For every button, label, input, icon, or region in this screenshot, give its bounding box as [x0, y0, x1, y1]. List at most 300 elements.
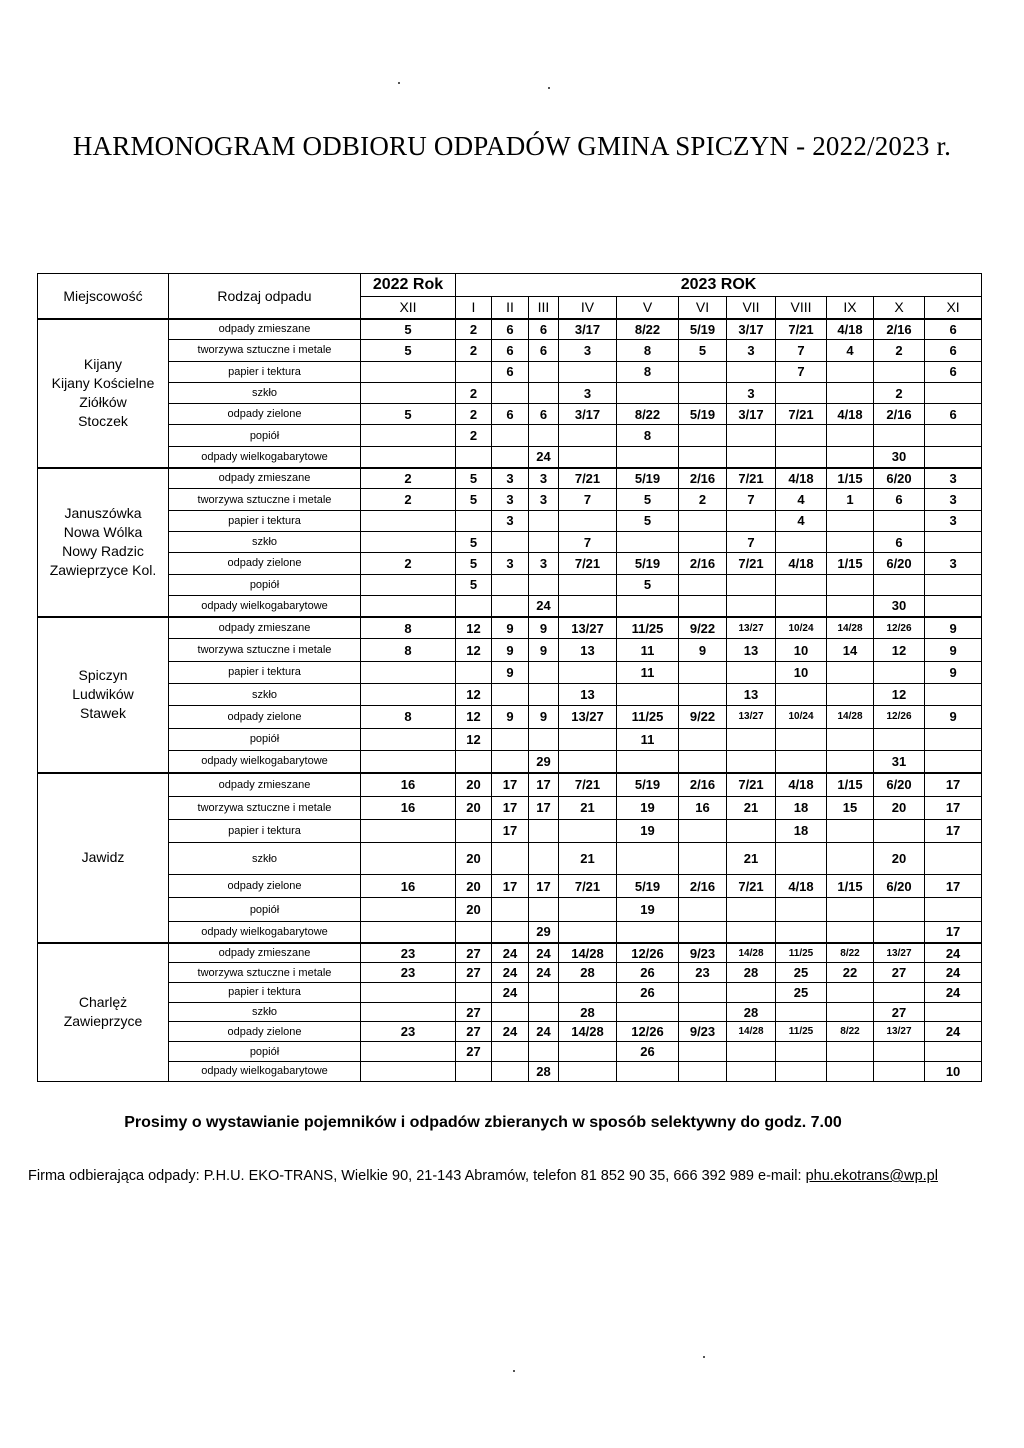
date-cell: 7 — [727, 489, 776, 510]
date-cell: 8 — [361, 706, 456, 728]
date-cell: 6/20 — [874, 875, 925, 898]
date-cell: 3/17 — [559, 319, 617, 340]
date-cell — [492, 1042, 529, 1062]
date-cell: 13 — [727, 639, 776, 661]
date-cell: 4/18 — [776, 468, 827, 489]
date-cell: 17 — [925, 921, 982, 943]
waste-type-cell: papier i tektura — [169, 983, 361, 1003]
date-cell: 9 — [529, 639, 559, 661]
date-cell — [529, 728, 559, 750]
date-cell — [529, 661, 559, 683]
date-cell — [617, 382, 679, 403]
date-cell — [559, 728, 617, 750]
date-cell — [776, 425, 827, 446]
date-cell — [559, 446, 617, 467]
waste-type-cell: odpady zielone — [169, 404, 361, 425]
date-cell — [559, 661, 617, 683]
waste-type-cell: szkło — [169, 684, 361, 706]
date-cell: 12 — [874, 639, 925, 661]
date-cell — [925, 1042, 982, 1062]
date-cell: 21 — [559, 796, 617, 819]
date-cell: 21 — [727, 843, 776, 875]
date-cell — [925, 574, 982, 595]
table-row — [38, 617, 982, 639]
month-header: XI — [925, 297, 982, 319]
date-cell: 21 — [559, 843, 617, 875]
date-cell — [559, 361, 617, 382]
date-cell: 17 — [492, 773, 529, 796]
date-cell — [529, 843, 559, 875]
date-cell — [617, 1061, 679, 1081]
waste-type-cell: popiół — [169, 728, 361, 750]
date-cell — [679, 728, 727, 750]
month-header: X — [874, 297, 925, 319]
date-cell: 6 — [925, 340, 982, 361]
date-cell — [559, 1042, 617, 1062]
date-cell: 8 — [617, 361, 679, 382]
date-cell — [827, 898, 874, 921]
waste-type-cell: papier i tektura — [169, 361, 361, 382]
date-cell — [776, 728, 827, 750]
date-cell: 27 — [874, 963, 925, 983]
date-cell — [727, 510, 776, 531]
month-header: VIII — [776, 297, 827, 319]
date-cell: 20 — [456, 898, 492, 921]
date-cell: 13/27 — [874, 1022, 925, 1042]
date-cell — [361, 843, 456, 875]
date-cell: 4 — [776, 489, 827, 510]
schedule-table — [37, 273, 982, 1082]
date-cell — [559, 595, 617, 616]
date-cell: 5/19 — [679, 319, 727, 340]
date-cell: 9 — [492, 617, 529, 639]
date-cell: 28 — [559, 1002, 617, 1022]
date-cell — [492, 898, 529, 921]
date-cell — [492, 574, 529, 595]
company-text: Firma odbierająca odpady: P.H.U. EKO-TRANS, Wielkie 90, 21-143 Abramów, telefon 81 852 90 35, 666 392 989 e-mail: — [28, 1168, 806, 1184]
date-cell — [361, 1061, 456, 1081]
date-cell: 10 — [776, 639, 827, 661]
date-cell — [727, 361, 776, 382]
date-cell: 8/22 — [617, 404, 679, 425]
date-cell: 11/25 — [776, 1022, 827, 1042]
date-cell: 9/23 — [679, 1022, 727, 1042]
date-cell: 23 — [361, 963, 456, 983]
date-cell: 17 — [529, 875, 559, 898]
location-group — [38, 319, 982, 468]
month-header: XII — [361, 297, 456, 319]
date-cell: 12/26 — [874, 617, 925, 639]
company-info — [0, 1168, 966, 1184]
date-cell: 3 — [492, 553, 529, 574]
date-cell — [679, 574, 727, 595]
date-cell: 23 — [361, 1022, 456, 1042]
date-cell: 6 — [529, 340, 559, 361]
date-cell — [361, 425, 456, 446]
header-year-2023: 2023 ROK — [456, 274, 982, 297]
date-cell — [727, 898, 776, 921]
date-cell: 17 — [492, 796, 529, 819]
date-cell: 20 — [456, 773, 492, 796]
date-cell: 2 — [456, 340, 492, 361]
place-cell — [38, 617, 169, 773]
location-group — [38, 943, 982, 1081]
date-cell: 6 — [925, 319, 982, 340]
date-cell: 7 — [559, 489, 617, 510]
date-cell: 19 — [617, 819, 679, 842]
date-cell — [776, 750, 827, 772]
date-cell: 7 — [776, 361, 827, 382]
date-cell — [727, 595, 776, 616]
date-cell: 22 — [827, 963, 874, 983]
date-cell — [529, 574, 559, 595]
place-name: Ziółków — [79, 394, 127, 411]
date-cell: 3 — [529, 553, 559, 574]
date-cell — [361, 361, 456, 382]
date-cell — [679, 1061, 727, 1081]
date-cell — [679, 361, 727, 382]
scan-speck — [398, 82, 400, 84]
table-row — [38, 773, 982, 796]
date-cell: 3/17 — [727, 404, 776, 425]
date-cell: 10 — [925, 1061, 982, 1081]
date-cell — [492, 750, 529, 772]
date-cell: 2 — [456, 319, 492, 340]
date-cell: 29 — [529, 921, 559, 943]
date-cell: 20 — [874, 796, 925, 819]
date-cell — [727, 921, 776, 943]
date-cell — [529, 898, 559, 921]
date-cell — [827, 1002, 874, 1022]
waste-type-cell: papier i tektura — [169, 510, 361, 531]
date-cell: 17 — [529, 796, 559, 819]
date-cell — [456, 446, 492, 467]
date-cell: 9/23 — [679, 943, 727, 963]
date-cell — [617, 595, 679, 616]
date-cell — [492, 1002, 529, 1022]
date-cell — [492, 843, 529, 875]
date-cell: 28 — [727, 963, 776, 983]
date-cell: 2/16 — [679, 468, 727, 489]
date-cell: 11/25 — [617, 617, 679, 639]
date-cell — [727, 819, 776, 842]
date-cell: 5 — [617, 489, 679, 510]
date-cell: 3/17 — [559, 404, 617, 425]
date-cell — [559, 750, 617, 772]
date-cell: 8/22 — [617, 319, 679, 340]
date-cell: 2/16 — [874, 319, 925, 340]
date-cell: 24 — [492, 1022, 529, 1042]
company-email: phu.ekotrans@wp.pl — [805, 1168, 938, 1184]
date-cell — [925, 446, 982, 467]
date-cell: 2 — [361, 489, 456, 510]
place-name: Zawieprzyce Kol. — [49, 562, 157, 579]
date-cell: 25 — [776, 963, 827, 983]
waste-type-cell: tworzywa sztuczne i metale — [169, 796, 361, 819]
date-cell: 7/21 — [559, 553, 617, 574]
date-cell: 3/17 — [727, 319, 776, 340]
date-cell — [456, 595, 492, 616]
date-cell — [827, 728, 874, 750]
date-cell: 5/19 — [617, 553, 679, 574]
waste-type-cell: odpady wielkogabarytowe — [169, 750, 361, 772]
date-cell: 13 — [559, 639, 617, 661]
date-cell: 2 — [456, 382, 492, 403]
date-cell — [727, 983, 776, 1003]
date-cell — [827, 425, 874, 446]
table-row — [38, 1042, 982, 1062]
date-cell — [361, 728, 456, 750]
date-cell: 3 — [529, 468, 559, 489]
place-name: Zawieprzyce — [63, 1013, 143, 1030]
date-cell: 20 — [874, 843, 925, 875]
date-cell: 12 — [456, 684, 492, 706]
date-cell — [361, 661, 456, 683]
date-cell: 23 — [679, 963, 727, 983]
date-cell: 2 — [361, 553, 456, 574]
date-cell — [529, 382, 559, 403]
date-cell: 12/26 — [874, 706, 925, 728]
date-cell — [679, 750, 727, 772]
date-cell — [361, 510, 456, 531]
date-cell: 24 — [925, 983, 982, 1003]
date-cell: 28 — [727, 1002, 776, 1022]
date-cell: 9 — [925, 706, 982, 728]
date-cell — [492, 728, 529, 750]
date-cell — [529, 819, 559, 842]
date-cell: 18 — [776, 796, 827, 819]
date-cell: 14/28 — [827, 706, 874, 728]
date-cell — [492, 382, 529, 403]
table-row — [38, 553, 982, 574]
date-cell: 7/21 — [559, 875, 617, 898]
waste-type-cell: odpady zielone — [169, 553, 361, 574]
date-cell: 13/27 — [727, 706, 776, 728]
date-cell: 6 — [492, 340, 529, 361]
date-cell: 17 — [925, 796, 982, 819]
date-cell: 13/27 — [727, 617, 776, 639]
date-cell — [617, 921, 679, 943]
date-cell: 2 — [874, 340, 925, 361]
table-row — [38, 728, 982, 750]
date-cell — [529, 1002, 559, 1022]
table-row — [38, 404, 982, 425]
date-cell — [874, 898, 925, 921]
date-cell: 14/28 — [727, 943, 776, 963]
date-cell — [727, 661, 776, 683]
date-cell — [776, 574, 827, 595]
date-cell — [361, 1002, 456, 1022]
date-cell: 26 — [617, 983, 679, 1003]
month-header: II — [492, 297, 529, 319]
date-cell: 17 — [492, 875, 529, 898]
date-cell: 1/15 — [827, 468, 874, 489]
date-cell — [925, 531, 982, 552]
date-cell: 7/21 — [727, 468, 776, 489]
date-cell — [559, 921, 617, 943]
date-cell — [776, 531, 827, 552]
date-cell — [679, 1002, 727, 1022]
location-group — [38, 468, 982, 617]
date-cell — [925, 425, 982, 446]
date-cell — [492, 921, 529, 943]
table-row — [38, 819, 982, 842]
date-cell — [456, 750, 492, 772]
date-cell — [827, 446, 874, 467]
date-cell — [361, 983, 456, 1003]
date-cell — [776, 843, 827, 875]
table-row — [38, 510, 982, 531]
date-cell: 6/20 — [874, 468, 925, 489]
date-cell: 30 — [874, 446, 925, 467]
date-cell — [776, 684, 827, 706]
date-cell: 16 — [679, 796, 727, 819]
date-cell — [361, 531, 456, 552]
date-cell — [827, 983, 874, 1003]
date-cell: 4/18 — [776, 875, 827, 898]
date-cell — [727, 574, 776, 595]
date-cell: 6 — [492, 319, 529, 340]
date-cell — [925, 382, 982, 403]
place-name: Kijany Kościelne — [51, 375, 155, 392]
date-cell: 5 — [617, 510, 679, 531]
table-row — [38, 963, 982, 983]
date-cell — [529, 1042, 559, 1062]
date-cell: 23 — [361, 943, 456, 963]
date-cell: 11/25 — [776, 943, 827, 963]
date-cell: 12 — [456, 639, 492, 661]
waste-type-cell: odpady zmieszane — [169, 943, 361, 963]
date-cell: 11 — [617, 639, 679, 661]
date-cell — [827, 574, 874, 595]
scan-speck — [548, 87, 550, 89]
date-cell — [456, 983, 492, 1003]
date-cell — [727, 1042, 776, 1062]
date-cell — [925, 843, 982, 875]
date-cell: 12/26 — [617, 943, 679, 963]
date-cell: 19 — [617, 796, 679, 819]
date-cell — [727, 446, 776, 467]
date-cell — [727, 728, 776, 750]
table-row — [38, 898, 982, 921]
date-cell — [529, 983, 559, 1003]
date-cell — [679, 983, 727, 1003]
date-cell: 8 — [361, 639, 456, 661]
date-cell — [492, 595, 529, 616]
date-cell — [617, 531, 679, 552]
date-cell: 2 — [456, 425, 492, 446]
date-cell: 5/19 — [679, 404, 727, 425]
date-cell — [925, 898, 982, 921]
date-cell — [874, 728, 925, 750]
date-cell — [361, 595, 456, 616]
date-cell: 9 — [925, 617, 982, 639]
date-cell: 31 — [874, 750, 925, 772]
place-name: Charlęż — [78, 994, 128, 1011]
waste-type-cell: tworzywa sztuczne i metale — [169, 639, 361, 661]
date-cell — [559, 1061, 617, 1081]
date-cell: 9 — [492, 661, 529, 683]
header-place: Miejscowość — [38, 274, 169, 319]
date-cell: 5 — [361, 404, 456, 425]
date-cell: 24 — [529, 1022, 559, 1042]
table-row — [38, 382, 982, 403]
date-cell: 5 — [361, 340, 456, 361]
table-row — [38, 468, 982, 489]
place-name: Januszówka — [64, 505, 142, 522]
date-cell: 7 — [727, 531, 776, 552]
date-cell — [559, 898, 617, 921]
date-cell: 3 — [727, 382, 776, 403]
date-cell: 14/28 — [559, 1022, 617, 1042]
waste-type-cell: szkło — [169, 531, 361, 552]
date-cell — [827, 595, 874, 616]
date-cell: 24 — [529, 446, 559, 467]
date-cell — [874, 425, 925, 446]
date-cell: 24 — [529, 963, 559, 983]
date-cell: 3 — [727, 340, 776, 361]
date-cell — [361, 382, 456, 403]
date-cell — [559, 510, 617, 531]
date-cell: 9 — [529, 617, 559, 639]
date-cell — [827, 361, 874, 382]
date-cell: 6 — [492, 404, 529, 425]
date-cell: 1/15 — [827, 875, 874, 898]
waste-type-cell: szkło — [169, 843, 361, 875]
date-cell — [679, 661, 727, 683]
date-cell: 10/24 — [776, 617, 827, 639]
date-cell — [679, 510, 727, 531]
date-cell — [874, 1042, 925, 1062]
date-cell: 13/27 — [874, 943, 925, 963]
date-cell: 4 — [776, 510, 827, 531]
date-cell — [456, 661, 492, 683]
date-cell: 27 — [456, 1022, 492, 1042]
date-cell: 6 — [492, 361, 529, 382]
table-row — [38, 574, 982, 595]
date-cell — [679, 898, 727, 921]
table-row — [38, 446, 982, 467]
date-cell: 5 — [456, 574, 492, 595]
date-cell — [617, 843, 679, 875]
table-row — [38, 684, 982, 706]
date-cell — [529, 510, 559, 531]
date-cell: 16 — [361, 796, 456, 819]
date-cell: 6 — [874, 489, 925, 510]
date-cell — [361, 898, 456, 921]
date-cell: 8 — [617, 340, 679, 361]
date-cell: 8/22 — [827, 943, 874, 963]
date-cell: 5 — [456, 553, 492, 574]
table-row — [38, 639, 982, 661]
place-name: Ludwików — [72, 686, 134, 703]
date-cell — [827, 510, 874, 531]
date-cell — [925, 595, 982, 616]
date-cell: 17 — [925, 819, 982, 842]
date-cell — [617, 684, 679, 706]
date-cell: 4/18 — [776, 553, 827, 574]
date-cell — [925, 1002, 982, 1022]
date-cell: 27 — [874, 1002, 925, 1022]
scan-speck — [513, 1370, 515, 1372]
date-cell — [529, 361, 559, 382]
date-cell: 20 — [456, 875, 492, 898]
date-cell — [874, 510, 925, 531]
table-row — [38, 875, 982, 898]
date-cell: 9 — [679, 639, 727, 661]
date-cell: 7/21 — [727, 553, 776, 574]
date-cell: 16 — [361, 773, 456, 796]
